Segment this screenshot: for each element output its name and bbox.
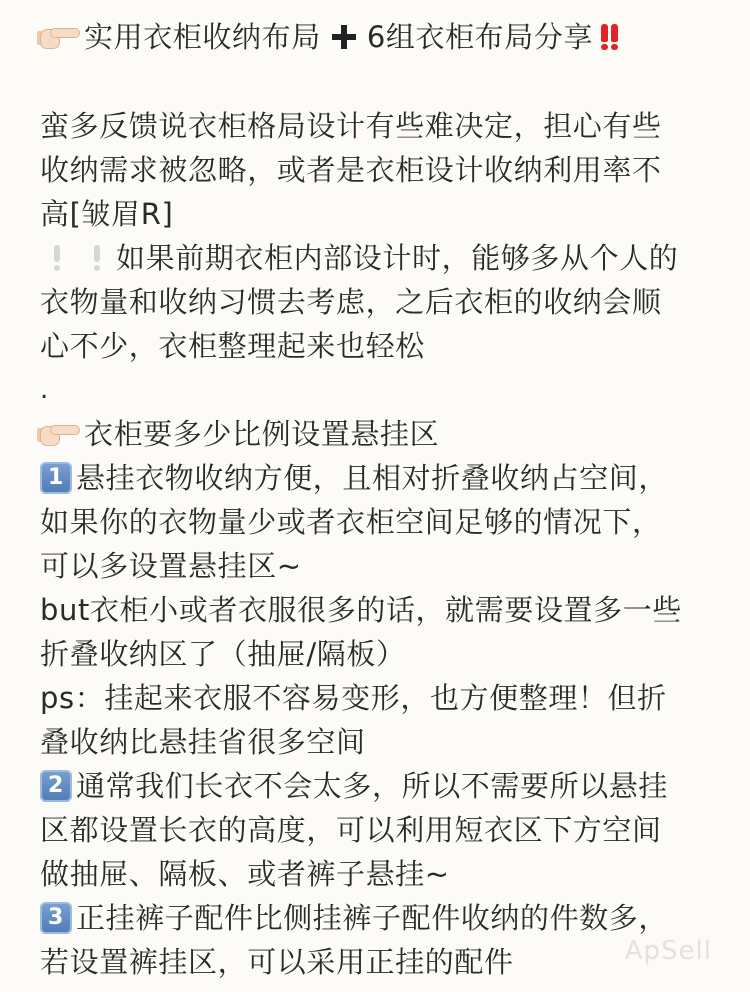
point1-text-1: 悬挂衣物收纳方便，且相对折叠收纳占空间， <box>76 461 669 495</box>
intro-line-2: 收纳需求被忽略，或者是衣柜设计收纳利用率不 <box>40 153 662 187</box>
point1-line-3: 可以多设置悬挂区~ <box>40 549 302 583</box>
post-title <box>40 14 720 60</box>
tip-line-1 <box>40 236 720 280</box>
post-body <box>40 14 720 984</box>
intro-line-3: 高[皱眉R] <box>40 197 174 231</box>
title-part1: 实用衣柜收纳布局 <box>84 20 321 54</box>
grey-exclamation-icon <box>54 245 100 271</box>
pointing-hand-icon <box>40 422 78 446</box>
double-exclamation-icon <box>601 24 618 50</box>
tip-text-1: 如果前期衣柜内部设计时，能够多从个人的 <box>116 241 679 275</box>
keycap-3-icon: 3 <box>40 902 72 934</box>
plus-icon <box>331 24 357 50</box>
point2-line-3: 做抽屉、隔板、或者裤子悬挂~ <box>40 857 450 891</box>
point2-line-1 <box>40 764 720 808</box>
point2-line-2: 区都设置长衣的高度，可以利用短衣区下方空间 <box>40 813 662 847</box>
separator-dot: . <box>40 375 49 405</box>
tip-line-3: 心不少，衣柜整理起来也轻松 <box>40 329 425 363</box>
point1-line-6: ps：挂起来衣服不容易变形，也方便整理！但折 <box>40 681 667 715</box>
point1-line-7: 叠收纳比悬挂省很多空间 <box>40 725 366 759</box>
point2-text-1: 通常我们长衣不会太多，所以不需要所以悬挂 <box>76 769 669 803</box>
point1-line-1 <box>40 456 720 500</box>
point3-line-2: 若设置裤挂区，可以采用正挂的配件 <box>40 945 514 979</box>
point1-line-4: but衣柜小或者衣服很多的话，就需要设置多一些 <box>40 593 682 627</box>
blank-line <box>40 60 720 104</box>
point3-text-1: 正挂裤子配件比侧挂裤子配件收纳的件数多， <box>76 901 669 935</box>
intro-line-1: 蛮多反馈说衣柜格局设计有些难决定，担心有些 <box>40 109 662 143</box>
section-heading-text: 衣柜要多少比例设置悬挂区 <box>84 417 440 451</box>
section-heading <box>40 412 720 456</box>
point1-line-2: 如果你的衣物量少或者衣柜空间足够的情况下， <box>40 505 662 539</box>
pointing-hand-icon <box>40 25 78 49</box>
title-part2: 6组衣柜布局分享 <box>366 20 594 54</box>
watermark: ApSell <box>624 936 712 966</box>
keycap-2-icon: 2 <box>40 770 72 802</box>
keycap-1-icon: 1 <box>40 462 72 494</box>
point1-line-5: 折叠收纳区了（抽屉/隔板） <box>40 637 406 671</box>
point3-line-1 <box>40 896 720 940</box>
tip-line-2: 衣物量和收纳习惯去考虑，之后衣柜的收纳会顺 <box>40 285 662 319</box>
